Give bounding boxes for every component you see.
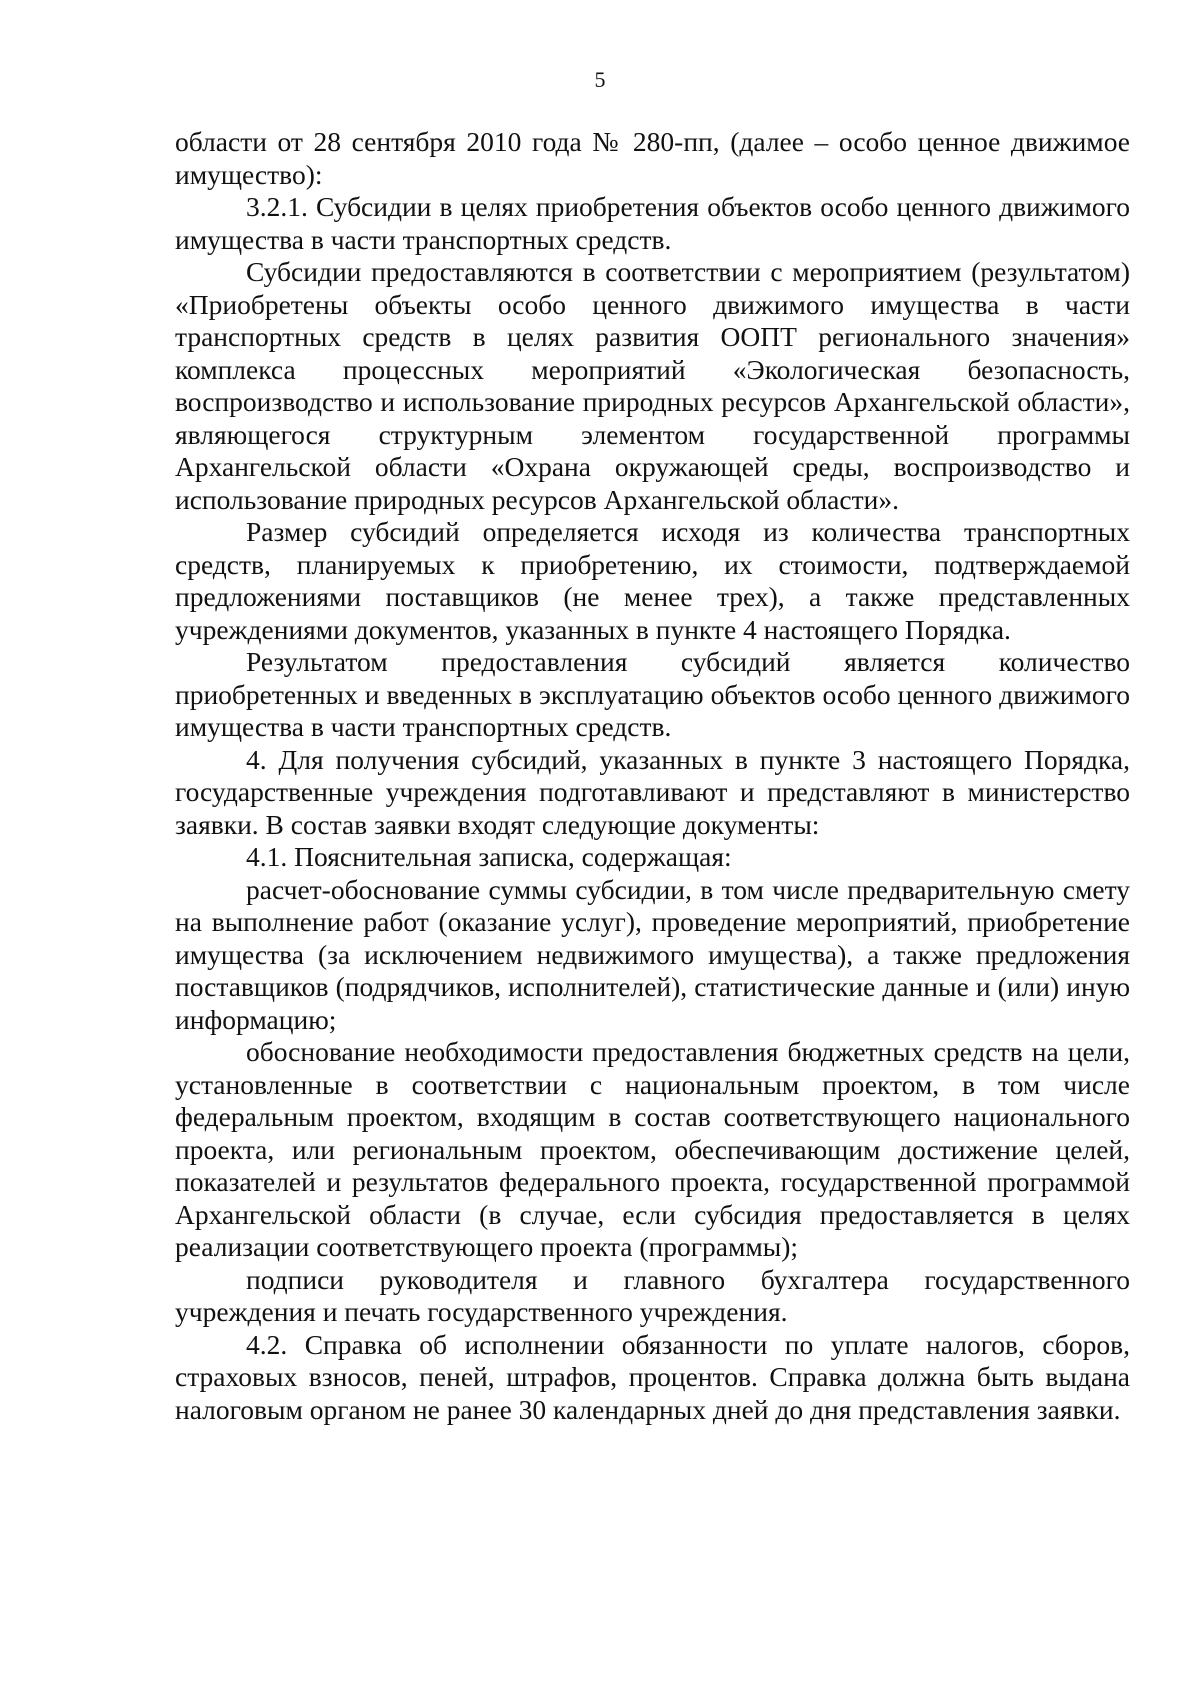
paragraph-subsidy-provision: Субсидии предоставляются в соответствии с мероприятием (результатом) «Приобретены объекты особо ценного движимого имущества в части транспортных средств в целях развития ООПТ регионального значения» комплекса процессных мероприятий «Экологическая безопасность, воспроизводство и использование природных ресурсов Архангельской области», являющегося структурным элементом государственной программы Архангельской области «Охрана окружающей среды, воспроизводство и использование природных ресурсов Архангельской области». <box>175 256 1130 515</box>
paragraph-subsidy-result: Результатом предоставления субсидий является количество приобретенных и введенных в эксплуатацию объектов особо ценного движимого имущества в части транспортных средств. <box>175 646 1130 742</box>
paragraph-continuation: области от 28 сентября 2010 года № 280-пп, (далее – особо ценное движимое имущество): <box>175 126 1130 190</box>
document-body <box>175 126 1130 1426</box>
paragraph-signatures: подписи руководителя и главного бухгалтера государственного учреждения и печать государственного учреждения. <box>175 1263 1130 1327</box>
paragraph-calculation: расчет-обоснование суммы субсидии, в том числе предварительную смету на выполнение работ (оказание услуг), проведение мероприятий, приобретение имущества (за исключением недвижимого имущества), а также предложения поставщиков (подрядчиков, исполнителей), статистические данные и (или) иную информацию; <box>175 873 1130 1035</box>
paragraph-3-2-1: 3.2.1. Субсидии в целях приобретения объектов особо ценного движимого имущества в части транспортных средств. <box>175 191 1130 255</box>
paragraph-4-1: 4.1. Пояснительная записка, содержащая: <box>246 841 732 872</box>
page-number: 5 <box>594 67 606 92</box>
paragraph-4: 4. Для получения субсидий, указанных в пункте 3 настоящего Порядка, государственные учреждения подготавливают и представляют в министерство заявки. В состав заявки входят следующие документы: <box>175 743 1130 840</box>
paragraph-subsidy-amount: Размер субсидий определяется исходя из количества транспортных средств, планируемых к приобретению, их стоимости, подтверждаемой предложениями поставщиков (не менее трех), а также представленных учреждениями документов, указанных в пункте 4 настоящего Порядка. <box>175 516 1130 645</box>
paragraph-justification: обоснование необходимости предоставления бюджетных средств на цели, установленные в соответствии с национальным проектом, в том числе федеральным проектом, входящим в состав соответствующего национального проекта, или региональным проектом, обеспечивающим достижение целей, показателей и результатов федерального проекта, государственной программой Архангельской области (в случае, если субсидия предоставляется в целях реализации соответствующего проекта (программы); <box>175 1036 1130 1262</box>
paragraph-4-2: 4.2. Справка об исполнении обязанности по уплате налогов, сборов, страховых взносов, пеней, штрафов, процентов. Справка должна быть выдана налоговым органом не ранее 30 календарных дней до дня представления заявки. <box>175 1328 1130 1425</box>
